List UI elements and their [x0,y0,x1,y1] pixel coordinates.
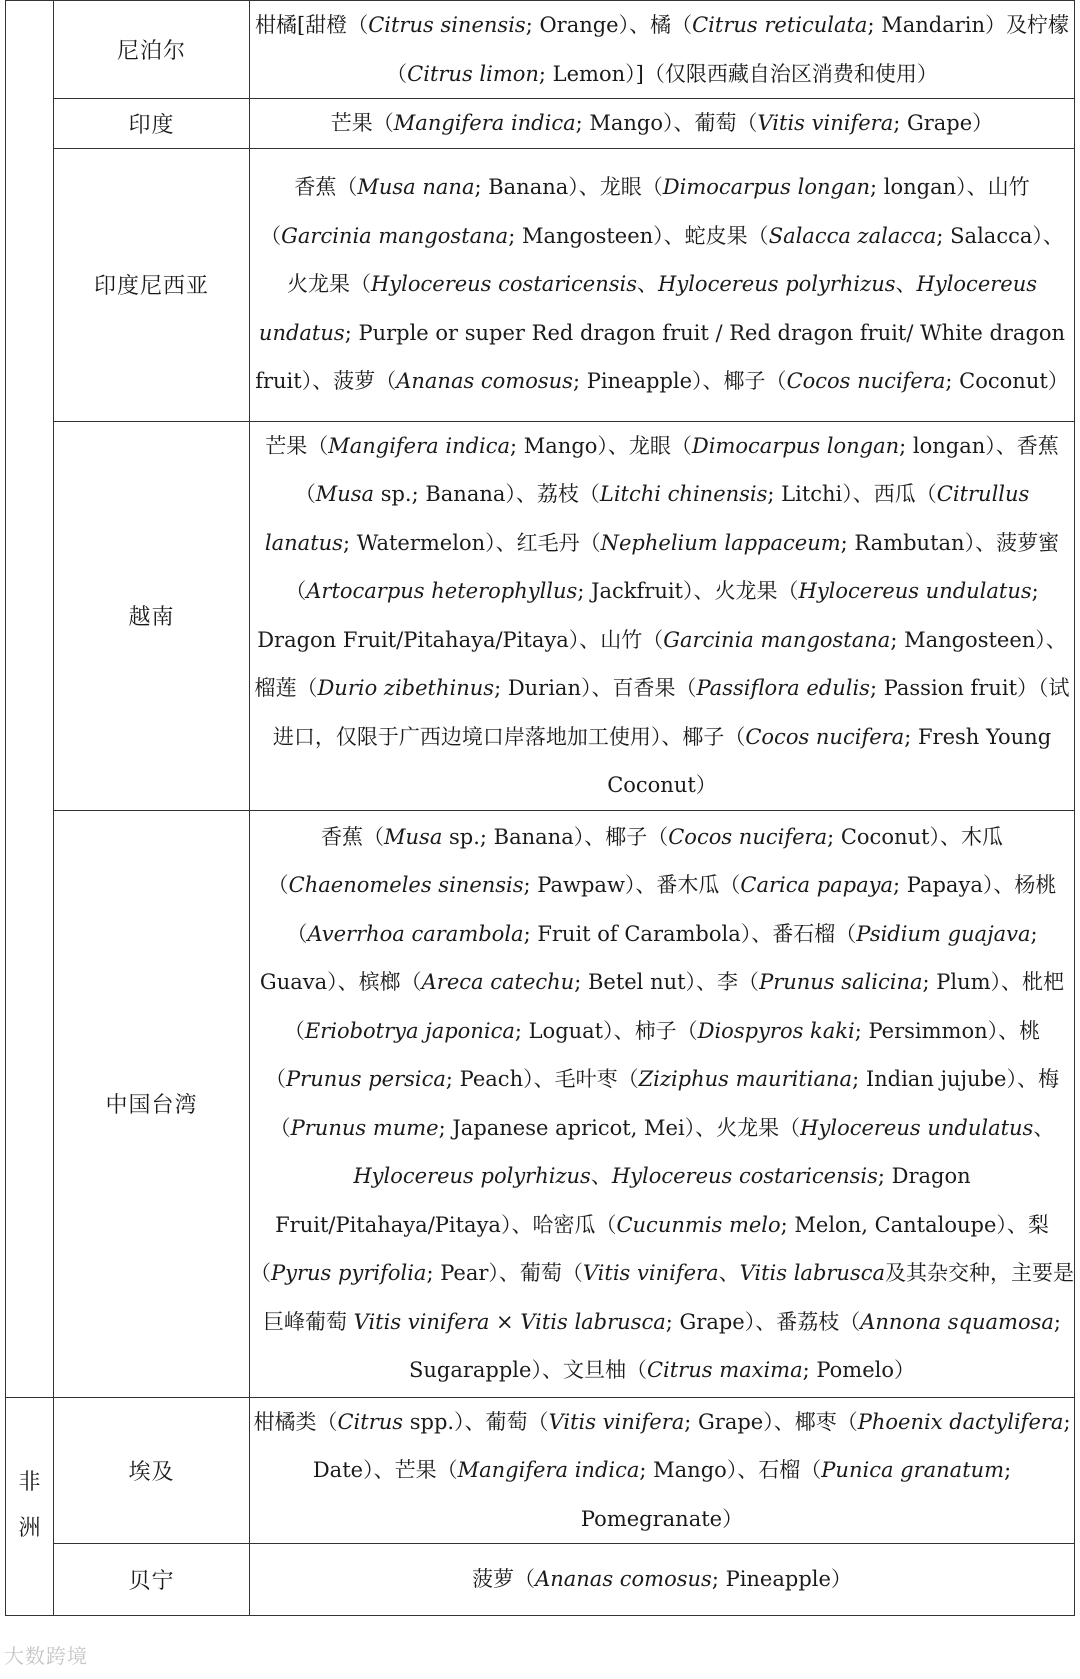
fruit-text: ; Jackfruit）、火龙果（ [577,579,799,603]
species-name: Hylocereus costaricensis [370,272,638,297]
species-name: Mangifera indica [328,433,511,458]
species-name: Mangifera indica [393,111,576,135]
table-row [6,1,1075,99]
species-name: Eriobotrya japonica [304,1018,515,1043]
species-name: Hylocereus polyrhizus [353,1164,591,1188]
fruit-text: 芒果（ [265,433,329,458]
fruit-text: ; Pomegranate） [580,1458,1012,1531]
fruit-text: 柑橘类（ [253,1409,338,1434]
fruit-text: 芒果（ [330,111,394,135]
species-name: Nephelium lappaceum [600,530,841,555]
fruit-text: 、 [895,272,917,297]
fruit-text: sp.; Banana）、荔枝（ [374,482,600,506]
fruit-text: ; Lemon）]（仅限西藏自治区消费和使用） [538,61,938,86]
fruit-list-cell [250,421,1075,810]
species-name: Citrus reticulata [692,13,868,37]
species-name: Hylocereus costaricensis [611,1164,878,1188]
fruit-text: ; Papaya）、杨桃（ [286,873,1057,946]
species-name: Averrhoa carambola [307,921,524,946]
fruit-text: ; longan）、山竹（ [260,175,1030,248]
species-name: Garcinia mangostana [281,223,509,248]
species-name: Artocarpus heterophyllus [306,579,578,603]
fruit-text: sp.; Banana）、椰子（ [442,824,669,849]
species-name: Dimocarpus longan [662,175,870,200]
species-name: Litchi chinensis [599,482,768,506]
fruit-text: spp.）、葡萄（ [403,1409,549,1434]
species-name: Citrus [337,1409,404,1434]
fruit-text: 香蕉（ [321,824,385,849]
fruit-text: ; longan）、香蕉（ [294,433,1059,506]
species-name: Hylocereus undulatus [800,1115,1034,1140]
fruit-text: ; Mandarin）及柠檬（ [386,13,1069,86]
region-label-africa-2: 洲 [18,1516,41,1542]
species-name: Areca catechu [421,970,575,994]
fruit-text: 香蕉（ [294,175,358,200]
fruit-text: ; Watermelon）、红毛丹（ [342,530,601,555]
fruit-text: ; Orange）、橘（ [525,13,693,37]
fruit-text: 、 [637,272,659,297]
species-name: Durio zibethinus [317,676,495,700]
species-name: Musa [384,824,443,849]
fruit-text: × [489,1309,521,1334]
fruit-text: ; Mango）、石榴（ [639,1458,822,1482]
species-name: Annona squamosa [860,1309,1054,1334]
table-row [6,810,1075,1397]
species-name: Cocos nucifera [668,824,828,849]
fruit-text: ; Fresh Young Coconut） [607,724,1052,797]
species-name: Citrus maxima [646,1358,803,1382]
species-name: Carica papaya [740,873,894,897]
species-name: Pyrus pyrifolia [271,1261,427,1285]
species-name: Hylocereus undulatus [798,579,1032,603]
fruit-text: ; Salacca）、火龙果（ [286,223,1064,297]
fruit-text: ; Betel nut）、李（ [574,970,760,994]
species-name: Dimocarpus longan [691,433,900,458]
fruit-text: ; Indian jujube）、梅（ [269,1067,1059,1140]
species-name: Diospyros kaki [697,1018,855,1043]
species-name: Ziziphus mauritiana [638,1067,853,1091]
species-name: Musa nana [357,175,475,200]
species-name: Cocos nucifera [745,724,905,749]
fruit-text: ; Loguat）、柿子（ [514,1018,698,1043]
country-cell: 尼泊尔 [54,1,250,99]
species-name: Hylocereus polyrhizus [658,272,896,297]
fruit-list-cell [250,810,1075,1397]
table-row [6,99,1075,149]
country-cell: 印度 [54,99,250,149]
fruit-text: ; Melon, Cantaloupe）、梨（ [250,1212,1049,1285]
fruit-list-cell [250,1,1075,99]
country-cell: 中国台湾 [54,810,250,1397]
species-name: Vitis labrusca [739,1261,886,1285]
species-name: Citrullus lanatus [264,482,1030,555]
fruit-text: ; Mangosteen）、蛇皮果（ [508,223,769,248]
fruit-text: 菠萝（ [472,1567,536,1592]
fruit-text: ; Date）、芒果（ [312,1409,1071,1482]
species-name: Ananas comosus [535,1567,712,1592]
region-label-africa-1: 非 [18,1470,41,1496]
fruit-text: ; Durian）、百香果（ [494,676,697,700]
fruit-text: 及其杂交种，主要是巨峰葡萄 [262,1261,1075,1334]
fruit-list-cell [250,148,1075,421]
species-name: Citrus limon [407,61,539,86]
country-cell: 埃及 [54,1397,250,1544]
species-name: Musa [315,482,375,506]
species-name: Prunus mume [290,1115,439,1140]
species-name: Ananas comosus [396,369,573,394]
fruit-text: ; Plum）、枇杷（ [283,970,1065,1043]
fruit-text: ; Purple or super Red dragon fruit / Red dragon fruit/ White dragon fruit）、菠萝（ [255,320,1066,394]
species-name: Vitis vinifera [548,1409,685,1434]
species-name: Vitis labrusca [520,1309,666,1334]
fruit-text: ; Pawpaw）、番木瓜（ [523,873,741,897]
country-cell: 印度尼西亚 [54,148,250,421]
fruit-text: ; Fruit of Carambola）、番石榴（ [523,921,857,946]
fruit-text: ; Passion fruit）（试进口，仅限于广西边境口岸落地加工使用）、椰子（ [272,676,1070,749]
fruit-import-table [5,0,1075,1616]
species-name: Vitis vinifera [757,111,894,135]
fruit-text: 柑橘[甜橙（ [255,13,369,37]
fruit-text: ; Grape） [893,111,994,135]
species-name: Vitis vinifera [353,1309,490,1334]
table-row [6,1397,1075,1544]
species-name: Passiflora edulis [696,676,870,700]
fruit-text: ; Persimmon）、桃（ [265,1018,1041,1091]
fruit-text: 、 [1033,1115,1055,1140]
fruit-text: ; Pineapple） [711,1567,852,1592]
species-name: Salacca zalacca [768,223,937,248]
table-row [6,148,1075,421]
fruit-list-cell [250,1397,1075,1544]
fruit-text: ; Coconut） [945,369,1069,394]
table-row [6,421,1075,810]
species-name: Citrus sinensis [368,13,526,37]
fruit-text: 、 [590,1164,612,1188]
country-cell: 贝宁 [54,1544,250,1616]
fruit-text: ; Pear）、葡萄（ [426,1261,583,1285]
fruit-text: ; Pineapple）、椰子（ [572,369,787,394]
species-name: Prunus salicina [759,970,923,994]
species-name: Vitis vinifera [582,1261,719,1285]
species-name: Chaenomeles sinensis [288,873,524,897]
species-name: Cocos nucifera [786,369,946,394]
species-name: Prunus persica [286,1067,446,1091]
fruit-text: ; Rambutan）、菠萝蜜（ [285,530,1060,603]
fruit-text: ; Dragon Fruit/Pitahaya/Pitaya）、哈密瓜（ [275,1164,971,1237]
fruit-text: ; Japanese apricot, Mei）、火龙果（ [438,1115,801,1140]
fruit-text: ; Coconut）、木瓜（ [267,824,1003,897]
species-name: Phoenix dactylifera [857,1409,1064,1434]
fruit-text: ; Mango）、龙眼（ [510,433,692,458]
species-name: Psidium guajava [856,921,1031,946]
fruit-text: ; Pomelo） [802,1358,915,1382]
region-cell-africa [6,1397,54,1616]
fruit-text: 、 [718,1261,740,1285]
species-name: Hylocereus undatus [258,272,1038,345]
species-name: Mangifera indica [457,1458,640,1482]
watermark: 大数跨境 [4,1644,88,1668]
country-cell: 越南 [54,421,250,810]
fruit-text: ; Mango）、葡萄（ [575,111,758,135]
region-cell-asia [6,1,54,1398]
fruit-text: ; Peach）、毛叶枣（ [445,1067,639,1091]
fruit-list-cell [250,1544,1075,1616]
table-row [6,1544,1075,1616]
fruit-text: ; Banana）、龙眼（ [474,175,663,200]
species-name: Cucunmis melo [616,1212,781,1237]
fruit-text: ; Guava）、槟榔（ [259,921,1038,994]
fruit-text: ; Mangosteen）、榴莲（ [254,627,1067,700]
species-name: Garcinia mangostana [663,627,891,652]
fruit-text: ; Dragon Fruit/Pitahaya/Pitaya）、山竹（ [257,579,1039,652]
fruit-text: ; Sugarapple）、文旦柚（ [408,1309,1061,1382]
fruit-text: ; Grape）、番荔枝（ [665,1309,861,1334]
fruit-text: ; Litchi）、西瓜（ [767,482,937,506]
fruit-list-cell [250,99,1075,149]
species-name: Punica granatum [821,1458,1005,1482]
fruit-text: ; Grape）、椰枣（ [684,1409,858,1434]
